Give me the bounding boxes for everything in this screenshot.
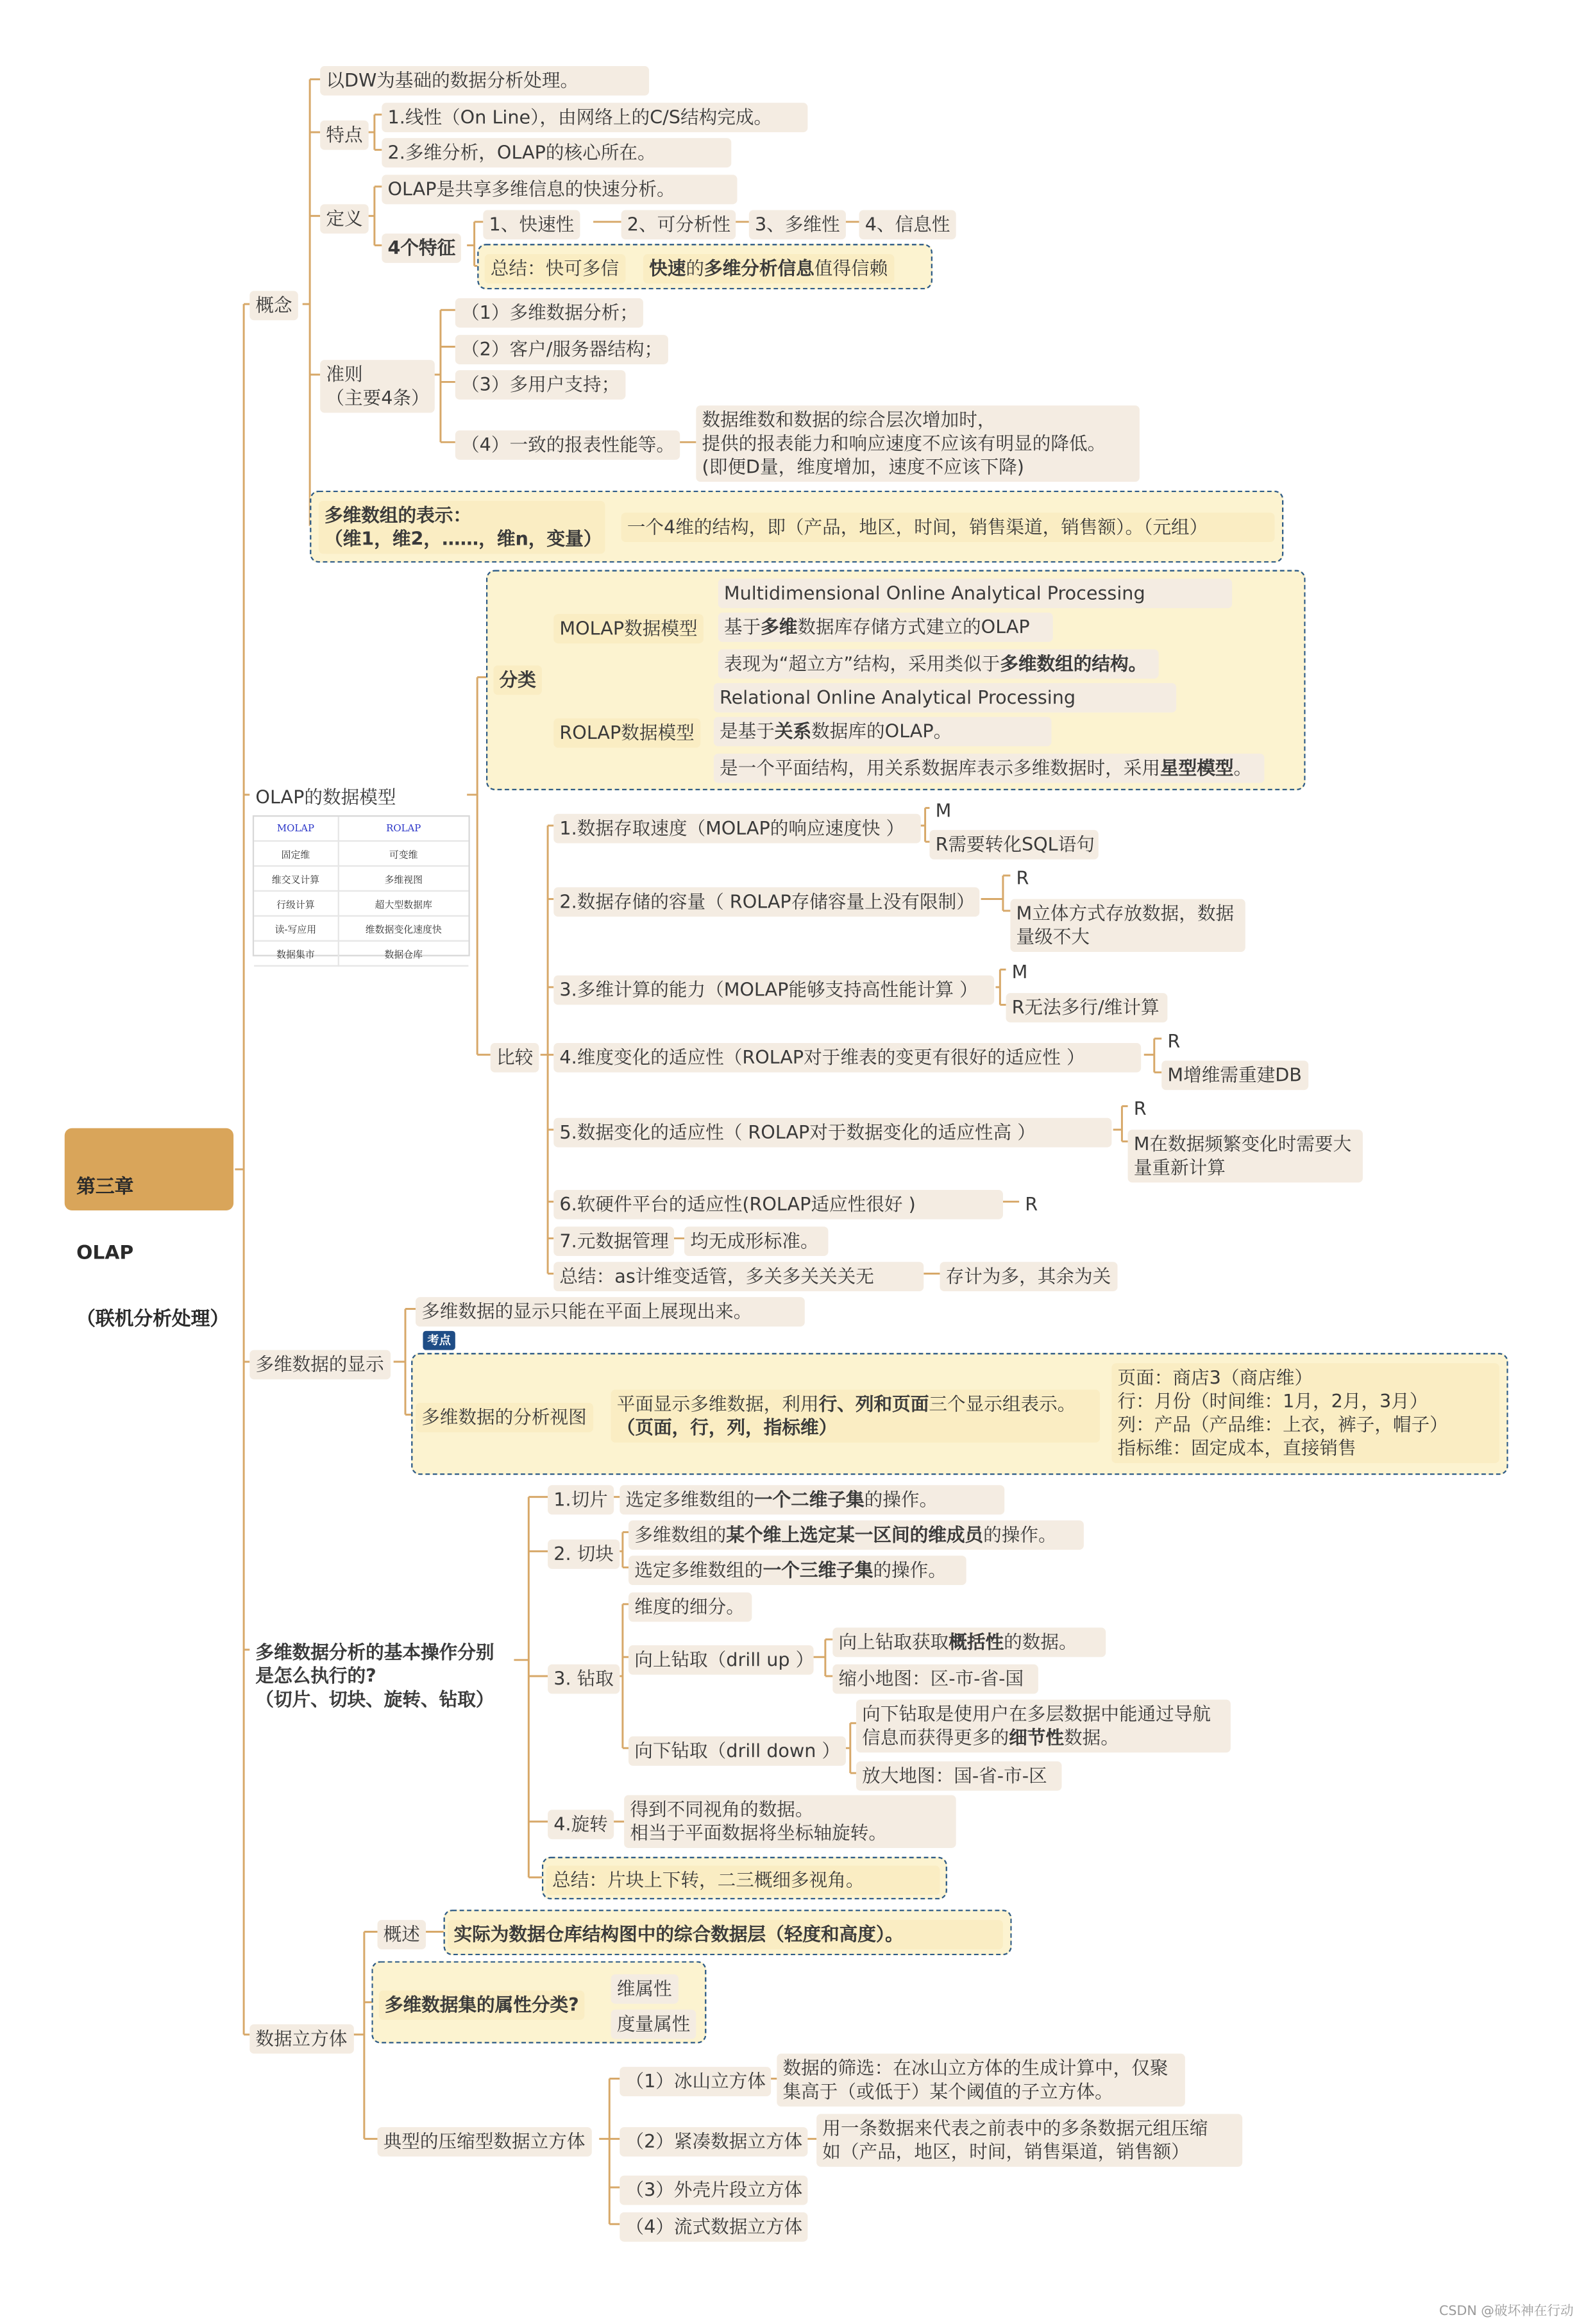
text-segment: 数据库存储方式建立的OLAP [797, 615, 1030, 638]
table-cell: 行级计算 [254, 891, 338, 916]
attr-item[interactable]: 度量属性 [611, 2010, 696, 2039]
text-segment: 的操作。 [983, 1523, 1057, 1546]
table-cell: 维交叉计算 [254, 866, 338, 891]
model-node[interactable]: OLAP的数据模型 [255, 786, 396, 808]
attr-node[interactable]: 多维数据集的属性分类? [379, 1990, 585, 2020]
compare-answer[interactable]: M增维需重建DB [1161, 1060, 1308, 1090]
compare-item[interactable]: 1.数据存取速度（MOLAP的响应速度快 ） [553, 814, 920, 844]
classification-node[interactable]: 分类 [493, 665, 542, 695]
compare-item[interactable]: 5.数据变化的适应性（ ROLAP对于数据变化的适应性高 ） [553, 1118, 1111, 1148]
text-bold: 某个维上选定某一区间的维成员 [726, 1523, 984, 1546]
table-cell: 维数据变化速度快 [338, 916, 469, 941]
cube-type[interactable]: （4）流式数据立方体 [620, 2212, 808, 2242]
drill-node[interactable]: 3. 钻取 [548, 1665, 620, 1694]
text-bold: （页面，行，列，指标维） [616, 1416, 838, 1439]
attr-item[interactable]: 维属性 [611, 1974, 678, 2004]
ops-node[interactable]: 多维数据分析的基本操作分别 是怎么执行的? （切片、切块、旋转、钻取） [255, 1641, 494, 1710]
compare-answer[interactable]: 均无成形标准。 [684, 1226, 828, 1256]
text-bold: 行、列和页面 [818, 1393, 929, 1415]
rule-item[interactable]: （1）多维数据分析； [455, 298, 644, 328]
text-segment: 数据。 [1064, 1726, 1119, 1749]
rotate-node[interactable]: 4.旋转 [548, 1810, 614, 1839]
text-segment: 的操作。 [873, 1558, 947, 1581]
compare-item[interactable]: 总结：as计维变适管，多关多关关关无 [553, 1262, 924, 1291]
slice-node[interactable]: 1.切片 [548, 1485, 614, 1514]
credit-text: CSDN @破坏神在行动 [1439, 2305, 1574, 2320]
drill-down-text[interactable] [856, 1700, 1231, 1752]
table-header: MOLAP [254, 817, 338, 841]
features-node[interactable]: 特点 [320, 121, 369, 150]
compare-answer[interactable]: M立体方式存放数据，数据 量级不大 [1010, 899, 1245, 952]
text-segment: 三个显示组表示。 [929, 1393, 1076, 1415]
compare-node[interactable]: 比较 [491, 1043, 539, 1073]
four-feature-item[interactable]: 1、快速性 [483, 210, 580, 239]
compare-item[interactable]: 4.维度变化的适应性（ROLAP对于维表的变更有很好的适应性 ） [553, 1043, 1141, 1073]
cube-type-desc[interactable]: 数据的筛选：在冰山立方体的生成计算中，仅聚 集高于（或低于）某个阈值的子立方体。 [777, 2054, 1185, 2107]
compare-answer[interactable]: M [1011, 960, 1028, 983]
compare-answer[interactable]: R [1025, 1192, 1038, 1215]
text-bold: 多维数组的结构。 [1000, 652, 1147, 675]
table-cell: 多维视图 [338, 866, 469, 891]
rolap-item[interactable]: Relational Online Analytical Processing [714, 683, 1176, 713]
text-bold: 细节性 [1009, 1726, 1065, 1749]
compare-item[interactable]: 3.多维计算的能力（MOLAP能够支持高性能计算 ） [553, 976, 994, 1005]
compare-answer[interactable]: M [935, 799, 952, 822]
analysis-view-text[interactable] [611, 1389, 1101, 1442]
molap-item[interactable] [718, 613, 1053, 642]
compare-answer[interactable]: R [1167, 1030, 1181, 1052]
text-bold: 星型模型 [1160, 756, 1234, 779]
cube-type[interactable]: （3）外壳片段立方体 [620, 2176, 808, 2205]
rules-node[interactable]: 准则 （主要4条） [320, 360, 435, 412]
ops-summary[interactable]: 总结：片块上下转，二三概细多视角。 [546, 1865, 940, 1895]
rotate-text[interactable]: 得到不同视角的数据。 相当于平面数据将坐标轴旋转。 [624, 1795, 956, 1848]
text-segment: 向上钻取获取 [838, 1631, 949, 1653]
cube-type[interactable]: （1）冰山立方体 [620, 2067, 772, 2096]
four-feature-item[interactable]: 2、可分析性 [621, 210, 737, 239]
compare-item[interactable]: 2.数据存储的容量（ ROLAP存储容量上没有限制） [553, 887, 979, 917]
cube-type-desc[interactable]: 用一条数据来代表之前表中的多条数据元组压缩 如（产品，地区，时间，销售渠道，销售额） [816, 2114, 1242, 2166]
table-cell: 超大型数据库 [338, 891, 469, 916]
text-bold: 一个三维子集 [763, 1558, 873, 1581]
text-segment: 向下钻取是使用户在多层数据中能通过导航 信息而获得更多的 [862, 1702, 1211, 1749]
summary-bold: 多维分析信息 [704, 257, 814, 280]
display-line[interactable]: 多维数据的显示只能在平面上展现出来。 [416, 1297, 805, 1327]
text-segment: 选定多维数组的 [634, 1558, 763, 1581]
cube-type[interactable]: （2）紧凑数据立方体 [620, 2127, 808, 2157]
drill-up-text[interactable] [832, 1627, 1106, 1657]
analysis-view-node[interactable]: 多维数据的分析视图 [416, 1403, 593, 1432]
dice-text[interactable] [628, 1520, 1084, 1550]
feature-item[interactable]: 2.多维分析，OLAP的核心所在。 [382, 138, 731, 167]
text-segment: 选定多维数组的 [625, 1488, 754, 1511]
molap-item[interactable]: Multidimensional Online Analytical Processing [718, 579, 1232, 608]
text-bold: 一个二维子集 [754, 1488, 865, 1511]
text-segment: 基于 [723, 615, 761, 638]
root-node[interactable] [65, 1128, 233, 1331]
drill-up-map[interactable]: 缩小地图：区-市-省-国 [832, 1665, 1038, 1694]
rule-item[interactable]: （4）一致的报表性能等。 [455, 430, 680, 460]
text-bold: 概括性 [949, 1631, 1004, 1653]
text-segment: 平面显示多维数据，利用 [616, 1393, 819, 1415]
compare-answer[interactable]: M在数据频繁变化时需要大 量重新计算 [1128, 1130, 1363, 1182]
definition-node[interactable]: 定义 [320, 204, 369, 233]
concept-node[interactable]: 概念 [249, 291, 298, 320]
table-cell: 可变维 [338, 841, 469, 866]
compare-answer[interactable]: R [1016, 867, 1029, 889]
root-subtitle: （联机分析处理） [76, 1309, 230, 1331]
four-features-node[interactable]: 4个特征 [382, 233, 461, 263]
drill-down-node[interactable]: 向下钻取（drill down ） [628, 1736, 846, 1766]
feature-item[interactable]: 1.线性（On Line），由网络上的C/S结构完成。 [382, 103, 807, 132]
text-segment: 多维数组的 [634, 1523, 727, 1546]
compare-answer[interactable]: R [1133, 1097, 1147, 1120]
overview-text[interactable]: 实际为数据仓库结构图中的综合数据层（轻度和高度）。 [448, 1920, 1003, 1949]
representation-text[interactable]: 一个4维的结构，即（产品，地区，时间，销售渠道，销售额）。（元组） [621, 513, 1275, 542]
analysis-view-detail[interactable]: 页面：商店3（商店维） 行：月份（时间维：1月，2月，3月） 列：产品（产品维：上衣，裤子，帽子） 指标维：固定成本，直接销售 [1111, 1363, 1499, 1463]
compare-answer[interactable]: R无法多行/维计算 [1006, 993, 1168, 1022]
four-feature-item[interactable]: 3、多维性 [749, 210, 846, 239]
molap-node[interactable]: MOLAP数据模型 [553, 614, 703, 643]
slice-text[interactable] [620, 1485, 1004, 1514]
molap-item[interactable] [718, 649, 1159, 679]
overview-node[interactable]: 概述 [377, 1920, 426, 1949]
dw-node[interactable]: 以DW为基础的数据分析处理。 [320, 66, 649, 96]
compare-item[interactable]: 6.软硬件平台的适应性(ROLAP适应性很好 ) [553, 1190, 1003, 1219]
summary-text[interactable] [643, 254, 894, 284]
text-segment: 是一个平面结构，用关系数据库表示多维数据时，采用 [720, 756, 1160, 779]
rolap-item[interactable] [714, 717, 1052, 747]
text-segment: 的操作。 [864, 1488, 938, 1511]
model-table [253, 815, 470, 960]
rolap-item[interactable] [714, 754, 1265, 783]
text-bold: 多维 [761, 615, 798, 638]
root-title: OLAP [76, 1243, 134, 1265]
summary-bold: 快速 [649, 257, 686, 280]
display-node[interactable]: 多维数据的显示 [249, 1350, 390, 1380]
representation-node[interactable]: 多维数组的表示： （维1，维2，……，维n，变量） [319, 501, 605, 554]
text-bold: 关系 [774, 720, 812, 742]
text-segment: 的数据。 [1004, 1631, 1077, 1653]
compare-answer[interactable]: 存计为多，其余为关 [940, 1262, 1117, 1291]
table-cell: 读-写应用 [254, 916, 338, 941]
rule-item[interactable]: （3）多用户支持； [455, 370, 626, 400]
dice-text[interactable] [628, 1556, 966, 1585]
drill-down-map[interactable]: 放大地图：国-省-市-区 [856, 1761, 1062, 1791]
table-header: ROLAP [338, 817, 469, 841]
summary-plain: 的 [686, 257, 705, 280]
compressed-node[interactable]: 典型的压缩型数据立方体 [377, 2127, 591, 2157]
summary-label[interactable]: 总结：快可多信 [485, 254, 625, 284]
table-cell: 固定维 [254, 841, 338, 866]
text-segment: 数据库的OLAP。 [811, 720, 952, 742]
table-cell: 数据仓库 [338, 941, 469, 966]
rule-item[interactable]: （2）客户/服务器结构； [455, 335, 668, 364]
drill-up-node[interactable]: 向上钻取（drill up ） [628, 1645, 814, 1675]
table-cell: 数据集市 [254, 941, 338, 966]
compare-item[interactable]: 7.元数据管理 [553, 1226, 675, 1256]
definition-text[interactable]: OLAP是共享多维信息的快速分析。 [382, 175, 737, 205]
rule4-note[interactable]: 数据维数和数据的综合层次增加时， 提供的报表能力和响应速度不应该有明显的降低。 (即便D量，维度增加，速度不应该下降) [696, 405, 1140, 482]
root-chapter: 第三章 [76, 1176, 134, 1199]
rolap-node[interactable]: ROLAP数据模型 [553, 718, 700, 748]
four-feature-item[interactable]: 4、信息性 [859, 210, 956, 239]
cube-node[interactable]: 数据立方体 [249, 2024, 353, 2054]
text-segment: 。 [1233, 756, 1253, 779]
text-segment: 表现为“超立方”结构，采用类似于 [723, 652, 1000, 675]
summary-plain: 值得信赖 [814, 257, 888, 280]
compare-answer[interactable]: R需要转化SQL语句 [929, 830, 1098, 860]
exam-point-tag: 考点 [423, 1331, 455, 1350]
text-segment: 是基于 [720, 720, 775, 742]
drill-desc[interactable]: 维度的细分。 [628, 1592, 752, 1622]
dice-node[interactable]: 2. 切块 [548, 1539, 620, 1569]
